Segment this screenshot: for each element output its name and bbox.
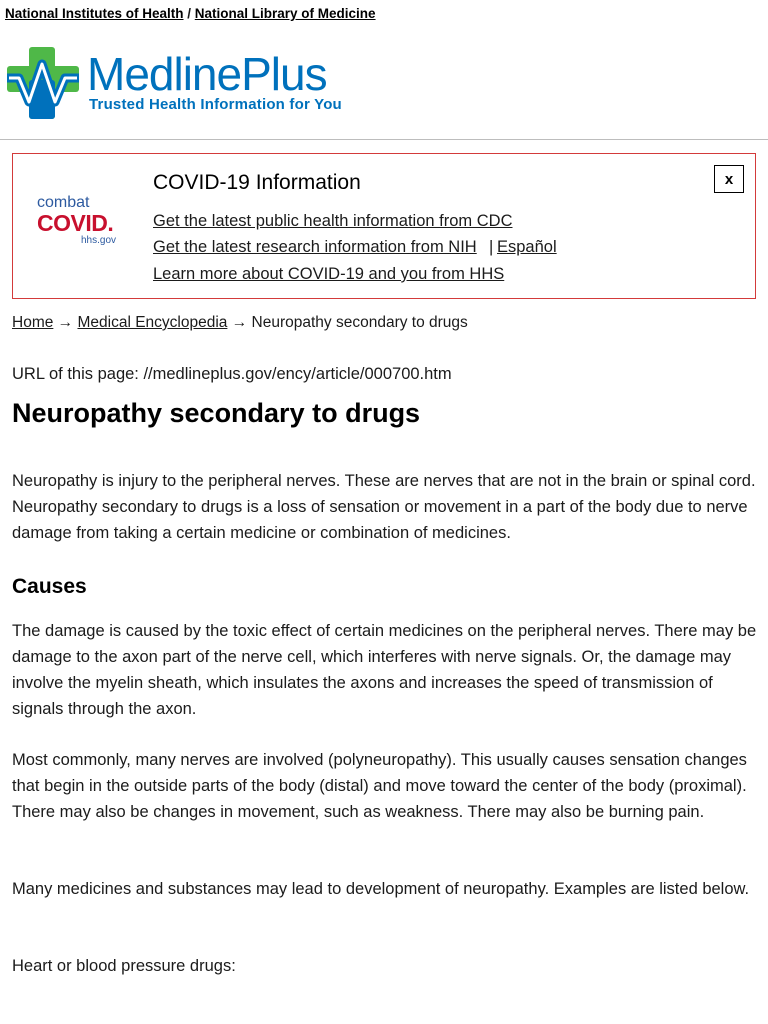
breadcrumb-home[interactable]: Home [12,314,54,331]
breadcrumb-arrow: → [227,314,252,331]
nih-nlm-header [5,6,376,21]
causes-paragraph-1: The damage is caused by the toxic effect of certain medicines on the peripheral nerves. There may be damage to the axon part of the nerve cell, which interferes with nerve signals. Or, the damage may involve the myelin sheath, which insulates the axons and increases the speed of transmission of signals through the axon. [12,622,757,718]
intro-paragraph: Neuropathy is injury to the peripheral nerves. These are nerves that are not in the brain or spinal cord. Neuropathy secondary to drugs is a loss of sensation or movement in a part of the body due to nerve damage from taking a certain medicine or combination of medicines. [12,472,756,542]
espanol-link[interactable]: Español [497,238,557,256]
hhs-link[interactable]: Learn more about COVID-19 and you from HHS [153,265,505,283]
causes-paragraph-2: Most commonly, many nerves are involved (polyneuropathy). This usually causes sensation changes that begin in the outside parts of the body (distal) and move toward the center of the body (proximal). There may also be changes in movement, such as weakness. There may also be burning pain. [12,751,747,821]
breadcrumb-current: Neuropathy secondary to drugs [251,314,468,331]
breadcrumb-encyclopedia[interactable]: Medical Encyclopedia [77,314,228,331]
close-banner-button[interactable]: x [714,165,744,193]
logo-tagline: Trusted Health Information for You [89,96,342,113]
covid-link-separator: | [489,238,494,256]
combat-covid-logo-combat: combat [37,194,90,211]
nih-research-link[interactable]: Get the latest research information from NIH [153,238,477,256]
causes-paragraph-3: Many medicines and substances may lead to development of neuropathy. Examples are listed below. [12,880,750,898]
medlineplus-cross-icon [5,44,81,122]
combat-covid-logo-hhs: hhs.gov [81,235,117,246]
page-url: URL of this page: //medlineplus.gov/ency/article/000700.htm [12,365,452,383]
cdc-link[interactable]: Get the latest public health information from CDC [153,212,513,230]
causes-paragraph-4: Heart or blood pressure drugs: [12,957,236,975]
logo-wordmark: MedlinePlus [87,48,327,100]
nih-link[interactable]: National Institutes of Health [5,6,184,21]
topbar-separator: / [183,6,195,21]
page-title: Neuropathy secondary to drugs [12,398,421,428]
covid-title: COVID-19 Information [153,171,361,194]
combat-covid-logo[interactable] [37,194,137,247]
breadcrumb-arrow: → [53,314,78,331]
breadcrumb [12,314,468,332]
covid-banner [12,153,756,299]
combat-covid-logo-covid: COVID. [37,210,114,236]
header-divider [0,139,768,140]
nlm-link[interactable]: National Library of Medicine [194,6,376,21]
causes-heading: Causes [12,575,87,598]
medlineplus-logo[interactable] [5,44,365,124]
